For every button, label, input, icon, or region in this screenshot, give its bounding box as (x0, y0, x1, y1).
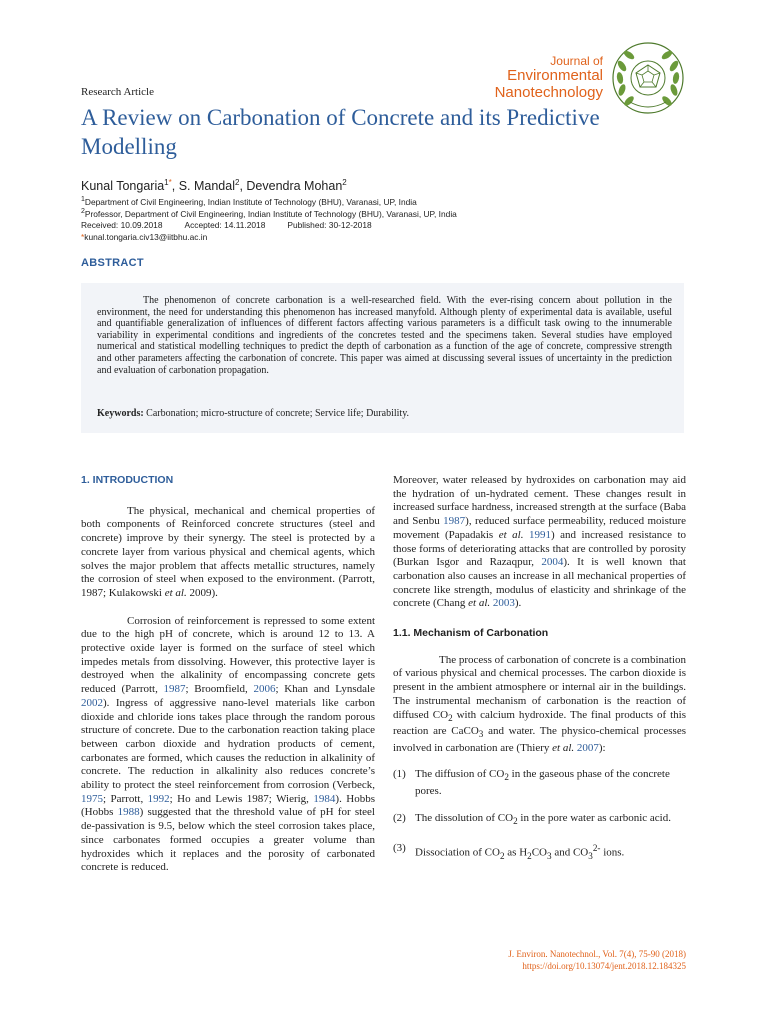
list-text (415, 768, 686, 799)
list-0-sub: 2 (504, 772, 509, 783)
intro-p2-a: Corrosion of reinforcement is repressed to some extent due to the high pH of concrete, which is around 12 to 13. A protective oxide layer is formed on the surface of steel which impedes metals from dissolving. However, this protective layer is destroyed when the alkalinity of encompassing concrete gets reduced (Parrott, (81, 614, 375, 696)
intro-p2-h: ) suggested that the threshold value of pH for steel de-passivation is 9.5, below which the steel corrosion takes place, since carbonates formed occupies a greater volume than hydroxides which it replaces and the porosity of carbonated concrete is reduced. (81, 806, 375, 874)
journal-name-line2: Environmental (507, 67, 603, 85)
citation-link[interactable]: 2003 (492, 597, 515, 610)
author-2-affil-sup: 2 (234, 178, 240, 187)
list-2-b: as H (504, 846, 528, 859)
affiliation-1-text: Department of Civil Engineering, Indian Institute of Technology (BHU), Varanasi, UP, India (84, 196, 417, 207)
intro-p2-f: ; Ho and Lewis 1987; Wierig, (169, 792, 314, 805)
list-1-sub: 2 (513, 815, 518, 826)
intro-heading: 1. INTRODUCTION (81, 474, 174, 486)
mech-sub2: 3 (478, 729, 484, 740)
citation-link[interactable]: 1987 (443, 515, 466, 528)
right-p1-e: ). (514, 597, 522, 610)
journal-name (495, 55, 603, 102)
right-column (393, 474, 686, 863)
citation-link[interactable]: 2006 (253, 683, 276, 696)
citation-link[interactable]: 1988 (117, 806, 140, 819)
intro-p2-b: ; Broomfield, (185, 683, 254, 696)
list-2-d: and CO (551, 846, 589, 859)
intro-p2-g: ). Hobbs (Hobbs (81, 792, 376, 819)
mechanism-subheading: 1.1. Mechanism of Carbonation (393, 627, 549, 640)
list-2-sub3: 3 (547, 850, 552, 861)
abstract-text (97, 295, 672, 376)
list-1-b: in the pore water as carbonic acid. (517, 811, 671, 824)
author-2: , S. Mandal (171, 179, 235, 194)
citation-link[interactable]: 2007 (576, 742, 599, 755)
right-p1-d: ). It is well known that carbonation also causes an increase in all mechanical properties of concrete like strength, modulus of elasticity and shrinkage of the concrete (Chang (393, 556, 686, 610)
received-date: Received: 10.09.2018 (81, 220, 163, 230)
mechanism-paragraph (393, 654, 686, 756)
citation-link[interactable]: 1991 (523, 528, 551, 541)
corresponding-email (81, 232, 207, 242)
mech-p-b: with calcium hydroxide. The final products of this reaction are CaCO (393, 708, 686, 738)
intro-p2-d: ). Ingress of aggressive nano-level materials like carbon dioxide and chloride ions takes place through the random porous structure of concrete. Due to the carbonation reaction taking place between carbon dioxide and hydration products of cement, carbonates are formed, which causes the reduction in alkalinity of concrete. The reduction in alkalinity also reduces concrete’s ability to protect the steel reinforcement from corrosion (Verbeck, (81, 696, 375, 792)
corresponding-star: * (168, 178, 172, 187)
list-text (415, 842, 686, 864)
citation-link[interactable]: 1975 (81, 792, 103, 805)
list-2-sub2: 2 (527, 850, 532, 861)
affiliation-2 (81, 208, 457, 219)
right-p1-etal2: et al. (468, 597, 491, 610)
list-0-b: in the gaseous phase of the concrete pores. (415, 768, 670, 797)
email-star: * (81, 232, 85, 242)
right-p1-a: Moreover, water released by hydroxides on carbonation may aid the hydration of un-hydrated cement. These changes result in increased surface hardness, increased strength at the surface (Baba and Senbu (393, 474, 686, 528)
list-text (415, 812, 686, 829)
list-2-sub4: 3 (588, 850, 593, 861)
author-3: , Devendra Mohan (239, 179, 343, 194)
intro-paragraph-1 (81, 505, 375, 601)
mech-p-c: and water. The physico-chemical processes involved in carbonation are (Thiery (393, 725, 686, 755)
author-list (81, 178, 347, 193)
mech-p-d: ): (598, 742, 606, 755)
abstract-heading: ABSTRACT (81, 257, 144, 269)
footer-journal-ref: J. Environ. Nanotechnol., Vol. 7(4), 75-90 (2018) (508, 949, 686, 959)
list-number: (2) (393, 811, 406, 824)
citation-link[interactable]: 1992 (147, 792, 170, 805)
left-column (81, 474, 375, 875)
right-p1-etal: et al. (498, 528, 524, 541)
affiliation-2-sup: 2 (81, 208, 85, 215)
mech-sub: 2 (448, 712, 453, 723)
keywords (97, 408, 409, 419)
email-address[interactable]: kunal.tongaria.civ13@iitbhu.ac.in (84, 232, 208, 242)
mech-etal: et al. (552, 742, 575, 755)
article-type: Research Article (81, 86, 154, 98)
mech-p-a: The process of carbonation of concrete is a combination of various physical and chemical processes. The carbon dioxide is present in the ambient atmosphere or internal air in the buildings. The instrumental mechanism of carbonation is the reaction of diffused CO (393, 653, 686, 721)
right-p1-b: ), reduced surface permeability, reduced moisture movement (Papadakis (393, 515, 686, 541)
right-p1-c: ) and increased resistance to those forms of deteriorating attacks that are controlled by porosity (Burkan Isgor and Razaqpur, (393, 528, 687, 569)
list-number: (1) (393, 768, 406, 781)
keywords-list: Carbonation; micro-structure of concrete; Service life; Durability. (143, 408, 410, 419)
abstract-body: The phenomenon of concrete carbonation is a well-researched field. With the ever-rising concern about pollution in the environment, the need for understanding this phenomenon has increased manyfold. Although plenty of experimental data is available, useful and quantifiable generalization of influences of different factors affecting various parameters is a difficult task owing to the innumerable variability in experimental conditions and ingredients of the concretes tested and the specimens taken. Several studies have employed numerical and statistical modelling techniques to predict the depth of carbonation as a function of the age of concrete, compressive strength and other parameters affecting the carbonation of concrete. This paper was aimed at discussing several issues of uncertainty in the prediction and evaluation of carbonation propagation. (97, 295, 672, 376)
affiliation-1 (81, 196, 417, 207)
list-item (393, 812, 686, 829)
list-1-a: The dissolution of CO (415, 811, 514, 824)
list-2-c: CO (531, 846, 547, 859)
footer-doi-link[interactable]: https://doi.org/10.13074/jent.2018.12.184325 (522, 961, 686, 971)
author-3-affil-sup: 2 (342, 178, 347, 187)
intro-p1-etal: et al. (164, 586, 187, 599)
paper-title: A Review on Carbonation of Concrete and its Predictive Modelling (81, 105, 600, 159)
accepted-date: Accepted: 14.11.2018 (184, 220, 266, 230)
citation-link[interactable]: 2002 (81, 696, 103, 709)
list-2-e: ions. (600, 846, 625, 859)
footer-citation (508, 948, 686, 972)
affiliation-1-sup: 1 (81, 196, 85, 203)
list-2-sub: 2 (499, 850, 505, 861)
published-date: Published: 30-12-2018 (287, 220, 372, 230)
author-1: Kunal Tongaria (81, 179, 165, 194)
list-2-a: Dissociation of CO (415, 846, 500, 859)
keywords-label: Keywords: (97, 408, 144, 419)
list-0-a: The diffusion of CO (415, 768, 505, 781)
journal-name-line3: Nanotechnology (494, 84, 603, 102)
citation-link[interactable]: 2004 (541, 556, 564, 569)
intro-p1-end: 2009). (186, 586, 218, 599)
affiliation-2-text: Professor, Department of Civil Engineering, Indian Institute of Technology (BHU), Varanasi, UP, India (84, 208, 457, 219)
article-dates (81, 220, 394, 230)
intro-p1-text: The physical, mechanical and chemical properties of both components of Reinforced concrete structures (steel and concrete) improve by their synergy. The steel is protected by a concrete layer from various physical and chemical agents, which solves the major problem that affects metallic structures, namely the corrosion of steel when exposed to the environment. (Parrott, 1987; Kulakowski (81, 504, 375, 599)
author-1-affil-sup: 1 (164, 178, 169, 187)
citation-link[interactable]: 1984 (313, 792, 336, 805)
citation-link[interactable]: 1987 (163, 683, 186, 696)
list-item (393, 768, 686, 799)
list-number: (3) (393, 841, 406, 854)
intro-p2-c: ; Khan and Lynsdale (275, 683, 375, 696)
intro-paragraph-2 (81, 615, 375, 875)
intro-p2-e: ; Parrott, (103, 792, 148, 805)
list-item (393, 842, 686, 864)
journal-name-line1: Journal of (550, 54, 603, 68)
list-2-sup4: 2- (592, 842, 601, 853)
right-paragraph-1 (393, 474, 686, 611)
